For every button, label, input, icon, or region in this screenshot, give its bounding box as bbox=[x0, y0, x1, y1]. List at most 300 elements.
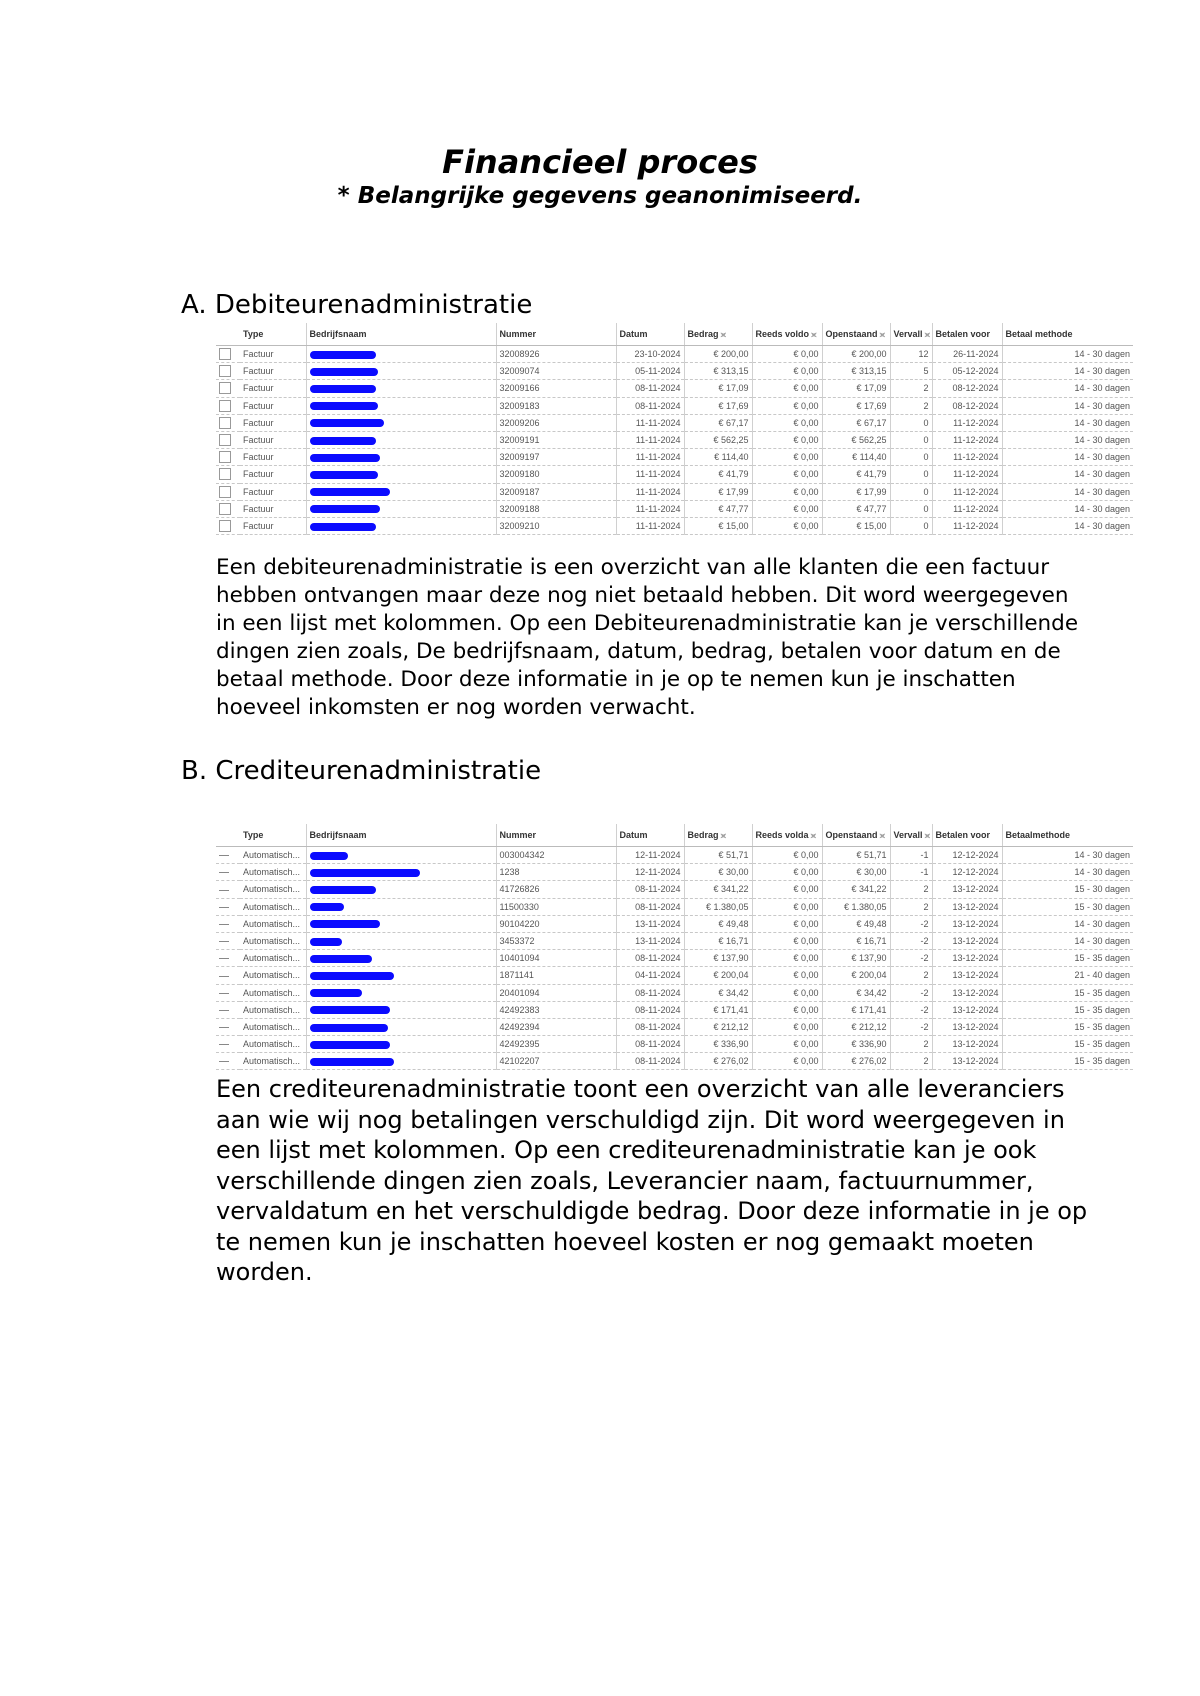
table-row[interactable] bbox=[216, 414, 1133, 431]
table-cell: € 336,90 bbox=[822, 1036, 890, 1053]
redaction-scribble bbox=[310, 368, 378, 376]
table-cell: 14 - 30 dagen bbox=[1002, 483, 1133, 500]
redacted-company-name bbox=[306, 967, 496, 984]
table-cell: € 51,71 bbox=[684, 847, 752, 864]
row-checkbox[interactable] bbox=[216, 431, 240, 448]
table-row[interactable] bbox=[216, 449, 1133, 466]
table-cell: € 0,00 bbox=[752, 950, 822, 967]
table-cell: € 34,42 bbox=[684, 984, 752, 1001]
column-header[interactable]: Datum bbox=[616, 323, 684, 346]
table-cell: 14 - 30 dagen bbox=[1002, 915, 1133, 932]
table-cell: 32009210 bbox=[496, 517, 616, 534]
table-cell: € 212,12 bbox=[684, 1018, 752, 1035]
redaction-scribble bbox=[310, 920, 380, 928]
row-marker bbox=[216, 950, 240, 967]
page-subtitle: * Belangrijke gegevens geanonimiseerd. bbox=[337, 183, 863, 209]
table-cell: 14 - 30 dagen bbox=[1002, 466, 1133, 483]
table-cell: 0 bbox=[890, 414, 932, 431]
redacted-company-name bbox=[306, 466, 496, 483]
table-cell: 08-11-2024 bbox=[616, 898, 684, 915]
table-row[interactable] bbox=[216, 915, 1133, 932]
table-cell: € 41,79 bbox=[822, 466, 890, 483]
table-cell: € 0,00 bbox=[752, 363, 822, 380]
table-cell: € 313,15 bbox=[684, 363, 752, 380]
redaction-scribble bbox=[310, 523, 376, 531]
table-cell: 11-11-2024 bbox=[616, 466, 684, 483]
column-header[interactable]: Openstaand ⪤ bbox=[822, 824, 890, 847]
table-cell: 08-11-2024 bbox=[616, 950, 684, 967]
column-header[interactable]: Betalen voor bbox=[932, 323, 1002, 346]
table-cell: 2 bbox=[890, 881, 932, 898]
table-cell: 11-11-2024 bbox=[616, 517, 684, 534]
redacted-company-name bbox=[306, 1001, 496, 1018]
table-cell: 11-11-2024 bbox=[616, 500, 684, 517]
redacted-company-name bbox=[306, 397, 496, 414]
row-checkbox[interactable] bbox=[216, 397, 240, 414]
table-cell: 11-11-2024 bbox=[616, 483, 684, 500]
redacted-company-name bbox=[306, 363, 496, 380]
table-row[interactable] bbox=[216, 984, 1133, 1001]
table-cell: Automatisch... bbox=[243, 1004, 301, 1015]
redaction-scribble bbox=[310, 886, 376, 894]
table-cell: 32009197 bbox=[496, 449, 616, 466]
table-cell: 42492395 bbox=[496, 1036, 616, 1053]
section-a-heading: A. Debiteurenadministratie bbox=[181, 290, 533, 320]
table-cell: 13-12-2024 bbox=[932, 915, 1002, 932]
redaction-scribble bbox=[310, 972, 394, 980]
redacted-company-name bbox=[306, 483, 496, 500]
table-cell: € 562,25 bbox=[822, 431, 890, 448]
redaction-scribble bbox=[310, 505, 380, 513]
table-cell: € 16,71 bbox=[684, 932, 752, 949]
table-cell: 12-11-2024 bbox=[616, 847, 684, 864]
row-checkbox[interactable] bbox=[216, 517, 240, 534]
table-cell: Automatisch... bbox=[243, 918, 301, 929]
table-cell: € 17,69 bbox=[684, 397, 752, 414]
table-cell: Factuur bbox=[243, 417, 274, 428]
column-header[interactable]: Bedrijfsnaam bbox=[306, 824, 496, 847]
table-cell: 90104220 bbox=[496, 915, 616, 932]
table-cell: 13-11-2024 bbox=[616, 932, 684, 949]
table-cell: € 67,17 bbox=[684, 414, 752, 431]
redaction-scribble bbox=[310, 351, 376, 359]
table-cell: € 0,00 bbox=[752, 414, 822, 431]
table-cell: € 17,09 bbox=[822, 380, 890, 397]
table-cell: € 49,48 bbox=[684, 915, 752, 932]
row-marker bbox=[216, 915, 240, 932]
table-row[interactable] bbox=[216, 517, 1133, 534]
table-cell: 0 bbox=[890, 483, 932, 500]
column-header[interactable]: Type bbox=[240, 323, 306, 346]
table-cell: € 276,02 bbox=[822, 1053, 890, 1070]
table-cell: € 137,90 bbox=[822, 950, 890, 967]
table-cell: 2 bbox=[890, 967, 932, 984]
table-cell: 14 - 30 dagen bbox=[1002, 380, 1133, 397]
redaction-scribble bbox=[310, 989, 362, 997]
column-header[interactable]: Type bbox=[240, 824, 306, 847]
table-cell: 11500330 bbox=[496, 898, 616, 915]
column-header[interactable]: Betaalmethode bbox=[1002, 824, 1133, 847]
table-cell: Automatisch... bbox=[243, 884, 301, 895]
table-row[interactable] bbox=[216, 967, 1133, 984]
redacted-company-name bbox=[306, 500, 496, 517]
table-cell: € 17,09 bbox=[684, 380, 752, 397]
table-cell: € 341,22 bbox=[684, 881, 752, 898]
table-cell: 05-11-2024 bbox=[616, 363, 684, 380]
table-cell: € 171,41 bbox=[822, 1001, 890, 1018]
table-cell: € 0,00 bbox=[752, 984, 822, 1001]
table-cell: 08-11-2024 bbox=[616, 1053, 684, 1070]
redaction-scribble bbox=[310, 903, 344, 911]
table-row[interactable] bbox=[216, 881, 1133, 898]
table-row[interactable] bbox=[216, 864, 1133, 881]
table-cell: 12-12-2024 bbox=[932, 847, 1002, 864]
table-cell: 14 - 30 dagen bbox=[1002, 431, 1133, 448]
row-marker bbox=[216, 1053, 240, 1070]
table-cell: 11-12-2024 bbox=[932, 483, 1002, 500]
table-cell: 13-12-2024 bbox=[932, 932, 1002, 949]
redaction-scribble bbox=[310, 955, 372, 963]
column-header[interactable]: Vervall ⪤ bbox=[890, 323, 932, 346]
redacted-company-name bbox=[306, 449, 496, 466]
table-cell: Automatisch... bbox=[243, 1021, 301, 1032]
column-header[interactable]: Betaal methode bbox=[1002, 323, 1133, 346]
table-cell: 32009187 bbox=[496, 483, 616, 500]
table-cell: € 34,42 bbox=[822, 984, 890, 1001]
redaction-scribble bbox=[310, 938, 342, 946]
table-cell: € 0,00 bbox=[752, 466, 822, 483]
table-row[interactable] bbox=[216, 1018, 1133, 1035]
row-checkbox[interactable] bbox=[216, 380, 240, 397]
table-cell: 0 bbox=[890, 517, 932, 534]
row-marker bbox=[216, 847, 240, 864]
table-cell: Factuur bbox=[243, 349, 274, 360]
row-marker bbox=[216, 1018, 240, 1035]
redacted-company-name bbox=[306, 915, 496, 932]
section-b-heading: B. Crediteurenadministratie bbox=[181, 756, 542, 786]
table-cell: 05-12-2024 bbox=[932, 363, 1002, 380]
table-cell: € 67,17 bbox=[822, 414, 890, 431]
table-cell: 13-12-2024 bbox=[932, 898, 1002, 915]
select-column-header bbox=[216, 824, 240, 847]
row-marker bbox=[216, 984, 240, 1001]
redacted-company-name bbox=[306, 847, 496, 864]
table-cell: 23-10-2024 bbox=[616, 346, 684, 363]
column-header[interactable]: Bedrag ⪤ bbox=[684, 323, 752, 346]
row-marker bbox=[216, 1001, 240, 1018]
table-cell: Factuur bbox=[243, 486, 274, 497]
column-header[interactable]: Bedrijfsnaam bbox=[306, 323, 496, 346]
table-row[interactable] bbox=[216, 898, 1133, 915]
table-row[interactable] bbox=[216, 380, 1133, 397]
table-cell: 2 bbox=[890, 898, 932, 915]
redacted-company-name bbox=[306, 431, 496, 448]
column-header[interactable]: Bedrag ⪤ bbox=[684, 824, 752, 847]
table-row[interactable] bbox=[216, 431, 1133, 448]
redacted-company-name bbox=[306, 898, 496, 915]
table-cell: 0 bbox=[890, 500, 932, 517]
table-cell: 12 bbox=[890, 346, 932, 363]
row-checkbox[interactable] bbox=[216, 363, 240, 380]
table-cell: € 0,00 bbox=[752, 1053, 822, 1070]
table-cell: € 0,00 bbox=[752, 847, 822, 864]
table-cell: 2 bbox=[890, 380, 932, 397]
table-cell: € 200,00 bbox=[684, 346, 752, 363]
table-row[interactable] bbox=[216, 500, 1133, 517]
table-cell: 15 - 35 dagen bbox=[1002, 950, 1133, 967]
table-cell: 13-12-2024 bbox=[932, 984, 1002, 1001]
column-header[interactable]: Betalen voor bbox=[932, 824, 1002, 847]
table-cell: 1238 bbox=[496, 864, 616, 881]
table-cell: Factuur bbox=[243, 520, 274, 531]
table-cell: Automatisch... bbox=[243, 1056, 301, 1067]
table-cell: 04-11-2024 bbox=[616, 967, 684, 984]
redacted-company-name bbox=[306, 1018, 496, 1035]
redacted-company-name bbox=[306, 864, 496, 881]
redacted-company-name bbox=[306, 414, 496, 431]
column-header[interactable]: Nummer bbox=[496, 824, 616, 847]
column-header[interactable]: Datum bbox=[616, 824, 684, 847]
table-header-row bbox=[216, 824, 1133, 847]
redaction-scribble bbox=[310, 852, 348, 860]
debtors-table bbox=[216, 323, 1133, 535]
table-cell: 20401094 bbox=[496, 984, 616, 1001]
table-cell: 2 bbox=[890, 1053, 932, 1070]
table-row[interactable] bbox=[216, 363, 1133, 380]
table-header-row bbox=[216, 323, 1133, 346]
table-cell: 0 bbox=[890, 466, 932, 483]
row-checkbox[interactable] bbox=[216, 466, 240, 483]
row-checkbox[interactable] bbox=[216, 346, 240, 363]
table-cell: 08-11-2024 bbox=[616, 1018, 684, 1035]
table-cell: € 0,00 bbox=[752, 380, 822, 397]
table-cell: Factuur bbox=[243, 435, 274, 446]
table-cell: 15 - 30 dagen bbox=[1002, 881, 1133, 898]
table-cell: 11-12-2024 bbox=[932, 431, 1002, 448]
table-cell: 11-11-2024 bbox=[616, 431, 684, 448]
row-marker bbox=[216, 864, 240, 881]
table-cell: 13-12-2024 bbox=[932, 1018, 1002, 1035]
table-cell: 13-12-2024 bbox=[932, 967, 1002, 984]
table-cell: Factuur bbox=[243, 400, 274, 411]
table-cell: 08-12-2024 bbox=[932, 380, 1002, 397]
table-cell: € 0,00 bbox=[752, 1018, 822, 1035]
table-row[interactable] bbox=[216, 397, 1133, 414]
column-header[interactable]: Vervall ⪤ bbox=[890, 824, 932, 847]
table-cell: € 30,00 bbox=[684, 864, 752, 881]
table-cell: € 0,00 bbox=[752, 397, 822, 414]
row-marker bbox=[216, 967, 240, 984]
table-cell: € 313,15 bbox=[822, 363, 890, 380]
table-cell: € 0,00 bbox=[752, 500, 822, 517]
table-cell: 11-12-2024 bbox=[932, 500, 1002, 517]
row-checkbox[interactable] bbox=[216, 414, 240, 431]
redaction-scribble bbox=[310, 1024, 388, 1032]
redaction-scribble bbox=[310, 437, 376, 445]
table-row[interactable] bbox=[216, 1001, 1133, 1018]
table-cell: 15 - 30 dagen bbox=[1002, 898, 1133, 915]
table-cell: € 336,90 bbox=[684, 1036, 752, 1053]
table-cell: € 15,00 bbox=[822, 517, 890, 534]
table-row[interactable] bbox=[216, 847, 1133, 864]
table-cell: 11-12-2024 bbox=[932, 517, 1002, 534]
table-cell: 11-12-2024 bbox=[932, 449, 1002, 466]
table-cell: € 0,00 bbox=[752, 932, 822, 949]
table-cell: 14 - 30 dagen bbox=[1002, 864, 1133, 881]
table-cell: € 15,00 bbox=[684, 517, 752, 534]
table-cell: € 200,04 bbox=[822, 967, 890, 984]
table-cell: € 49,48 bbox=[822, 915, 890, 932]
table-cell: 15 - 35 dagen bbox=[1002, 1036, 1133, 1053]
table-cell: 08-11-2024 bbox=[616, 984, 684, 1001]
table-cell: € 17,69 bbox=[822, 397, 890, 414]
table-cell: 10401094 bbox=[496, 950, 616, 967]
table-cell: 26-11-2024 bbox=[932, 346, 1002, 363]
table-cell: 14 - 30 dagen bbox=[1002, 363, 1133, 380]
table-cell: € 0,00 bbox=[752, 898, 822, 915]
table-cell: 13-12-2024 bbox=[932, 1036, 1002, 1053]
table-cell: 08-11-2024 bbox=[616, 881, 684, 898]
redaction-scribble bbox=[310, 471, 378, 479]
row-checkbox[interactable] bbox=[216, 500, 240, 517]
table-cell: 14 - 30 dagen bbox=[1002, 932, 1133, 949]
table-cell: 003004342 bbox=[496, 847, 616, 864]
redacted-company-name bbox=[306, 1036, 496, 1053]
table-cell: € 0,00 bbox=[752, 967, 822, 984]
row-marker bbox=[216, 898, 240, 915]
table-cell: 13-11-2024 bbox=[616, 915, 684, 932]
table-cell: € 114,40 bbox=[822, 449, 890, 466]
table-cell: -2 bbox=[890, 1018, 932, 1035]
table-cell: € 47,77 bbox=[822, 500, 890, 517]
table-cell: -2 bbox=[890, 950, 932, 967]
table-cell: € 276,02 bbox=[684, 1053, 752, 1070]
column-header[interactable]: Openstaand ⪤ bbox=[822, 323, 890, 346]
redaction-scribble bbox=[310, 419, 384, 427]
creditors-table bbox=[216, 824, 1133, 1070]
row-marker bbox=[216, 932, 240, 949]
redaction-scribble bbox=[310, 869, 420, 877]
table-cell: -1 bbox=[890, 864, 932, 881]
page-title: Financieel proces bbox=[442, 143, 758, 181]
table-cell: € 137,90 bbox=[684, 950, 752, 967]
redacted-company-name bbox=[306, 984, 496, 1001]
row-marker bbox=[216, 1036, 240, 1053]
redaction-scribble bbox=[310, 402, 378, 410]
table-cell: € 41,79 bbox=[684, 466, 752, 483]
table-row[interactable] bbox=[216, 950, 1133, 967]
table-cell: 08-12-2024 bbox=[932, 397, 1002, 414]
column-header[interactable]: Nummer bbox=[496, 323, 616, 346]
table-cell: € 17,99 bbox=[684, 483, 752, 500]
table-cell: 1871141 bbox=[496, 967, 616, 984]
table-cell: 14 - 30 dagen bbox=[1002, 449, 1133, 466]
table-cell: € 0,00 bbox=[752, 881, 822, 898]
table-cell: Factuur bbox=[243, 452, 274, 463]
table-cell: 32009074 bbox=[496, 363, 616, 380]
table-row[interactable] bbox=[216, 346, 1133, 363]
table-cell: 11-12-2024 bbox=[932, 414, 1002, 431]
table-cell: 15 - 35 dagen bbox=[1002, 1018, 1133, 1035]
table-cell: 41726826 bbox=[496, 881, 616, 898]
table-cell: 15 - 35 dagen bbox=[1002, 1053, 1133, 1070]
section-b-paragraph: Een crediteurenadministratie toont een overzicht van alle leveranciers aan wie wij nog betalingen verschuldigd zijn. Dit word weergegeven in een lijst met kolommen. Op een crediteurenadministratie kan je ook verschillende dingen zien zoals, Leverancier naam, factuurnummer, vervaldatum en het verschuldigde bedrag. Door deze informatie in je op te nemen kun je inschatten hoeveel kosten er nog gemaakt moeten worden. bbox=[216, 1075, 1088, 1286]
table-cell: 14 - 30 dagen bbox=[1002, 397, 1133, 414]
redaction-scribble bbox=[310, 454, 380, 462]
table-cell: -2 bbox=[890, 915, 932, 932]
redacted-company-name bbox=[306, 380, 496, 397]
table-cell: € 1.380,05 bbox=[822, 898, 890, 915]
table-cell: 12-12-2024 bbox=[932, 864, 1002, 881]
table-cell: € 171,41 bbox=[684, 1001, 752, 1018]
row-checkbox[interactable] bbox=[216, 483, 240, 500]
table-cell: Automatisch... bbox=[243, 970, 301, 981]
table-cell: 3453372 bbox=[496, 932, 616, 949]
table-cell: € 0,00 bbox=[752, 431, 822, 448]
table-cell: 08-11-2024 bbox=[616, 1001, 684, 1018]
table-cell: -2 bbox=[890, 984, 932, 1001]
table-row[interactable] bbox=[216, 466, 1133, 483]
table-cell: € 114,40 bbox=[684, 449, 752, 466]
table-cell: -1 bbox=[890, 847, 932, 864]
row-checkbox[interactable] bbox=[216, 449, 240, 466]
table-cell: 13-12-2024 bbox=[932, 950, 1002, 967]
table-cell: Factuur bbox=[243, 469, 274, 480]
column-header[interactable]: Reeds voldo ⪤ bbox=[752, 323, 822, 346]
table-cell: Automatisch... bbox=[243, 1039, 301, 1050]
table-cell: € 0,00 bbox=[752, 483, 822, 500]
table-cell: 11-11-2024 bbox=[616, 414, 684, 431]
table-cell: Factuur bbox=[243, 503, 274, 514]
table-cell: 0 bbox=[890, 449, 932, 466]
table-cell: 14 - 30 dagen bbox=[1002, 414, 1133, 431]
table-cell: -2 bbox=[890, 932, 932, 949]
redacted-company-name bbox=[306, 346, 496, 363]
table-row[interactable] bbox=[216, 1053, 1133, 1070]
redaction-scribble bbox=[310, 1041, 390, 1049]
table-row[interactable] bbox=[216, 1036, 1133, 1053]
table-cell: Automatisch... bbox=[243, 867, 301, 878]
table-row[interactable] bbox=[216, 483, 1133, 500]
table-row[interactable] bbox=[216, 932, 1133, 949]
table-cell: 12-11-2024 bbox=[616, 864, 684, 881]
table-cell: Automatisch... bbox=[243, 850, 301, 861]
redaction-scribble bbox=[310, 1058, 394, 1066]
table-cell: -2 bbox=[890, 1001, 932, 1018]
table-cell: € 1.380,05 bbox=[684, 898, 752, 915]
table-cell: 08-11-2024 bbox=[616, 380, 684, 397]
column-header[interactable]: Reeds volda ⪤ bbox=[752, 824, 822, 847]
row-marker bbox=[216, 881, 240, 898]
table-cell: € 0,00 bbox=[752, 449, 822, 466]
table-cell: Automatisch... bbox=[243, 901, 301, 912]
table-cell: 15 - 35 dagen bbox=[1002, 984, 1133, 1001]
table-cell: 32009183 bbox=[496, 397, 616, 414]
table-cell: € 200,04 bbox=[684, 967, 752, 984]
table-cell: € 0,00 bbox=[752, 1036, 822, 1053]
redaction-scribble bbox=[310, 488, 390, 496]
table-cell: Automatisch... bbox=[243, 987, 301, 998]
table-cell: 13-12-2024 bbox=[932, 1053, 1002, 1070]
table-cell: 0 bbox=[890, 431, 932, 448]
table-cell: 5 bbox=[890, 363, 932, 380]
table-cell: 11-12-2024 bbox=[932, 466, 1002, 483]
table-cell: 2 bbox=[890, 397, 932, 414]
table-cell: € 47,77 bbox=[684, 500, 752, 517]
table-cell: € 30,00 bbox=[822, 864, 890, 881]
redacted-company-name bbox=[306, 1053, 496, 1070]
table-cell: 14 - 30 dagen bbox=[1002, 847, 1133, 864]
